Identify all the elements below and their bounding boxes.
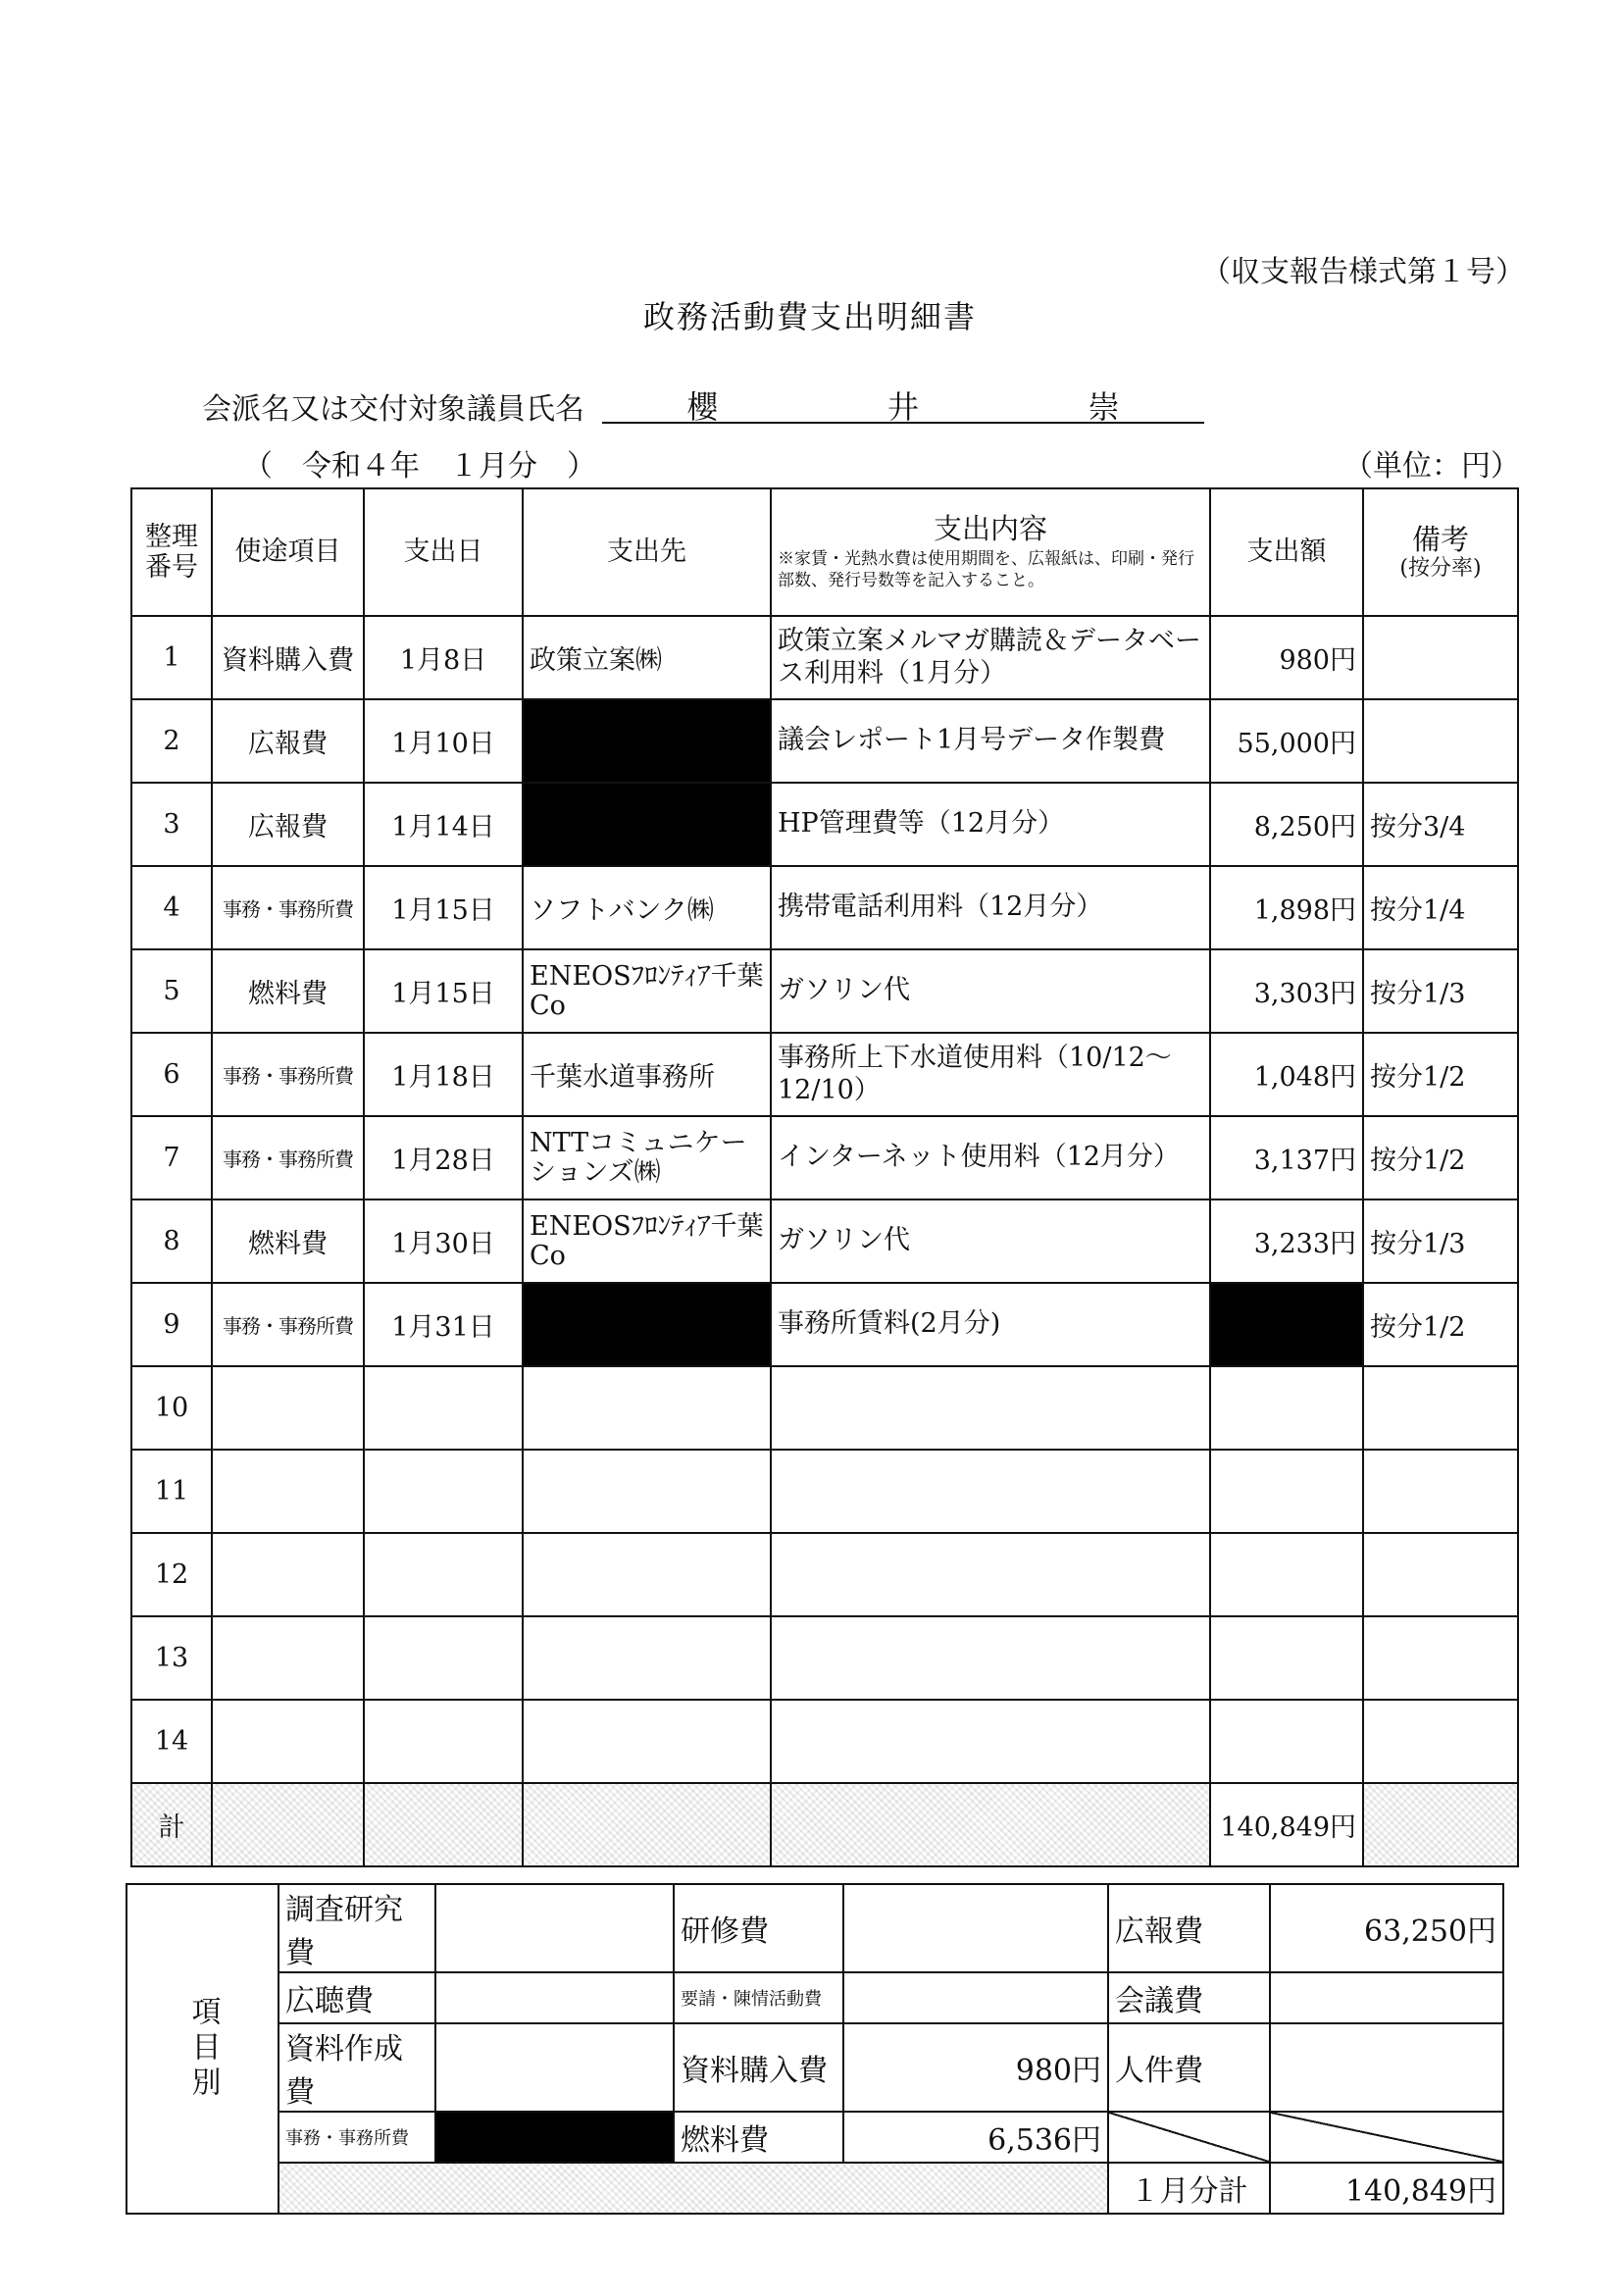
row-date: 1月15日 <box>364 866 523 949</box>
header-content-note: ※家賃・光熱水費は使用期間を、広報紙は、印刷・発行部数、発行号数等を記入すること。 <box>778 549 1194 590</box>
summary-value: 63,250円 <box>1270 1884 1503 1972</box>
month-total-value: 140,849円 <box>1270 2163 1503 2214</box>
row-remarks <box>1363 1533 1518 1616</box>
row-no: 6 <box>131 1033 212 1116</box>
summary-value <box>435 1884 674 1972</box>
table-row <box>131 1616 1518 1700</box>
row-category: 事務・事務所費 <box>212 1116 364 1199</box>
row-category <box>212 1533 364 1616</box>
summary-value <box>1270 1972 1503 2023</box>
row-amount: 1,898円 <box>1210 866 1363 949</box>
row-content: インターネット使用料（12月分） <box>771 1116 1210 1199</box>
row-amount: 3,137円 <box>1210 1116 1363 1199</box>
summary-value <box>435 2023 674 2112</box>
row-date <box>364 1366 523 1450</box>
summary-value: 6,536円 <box>843 2112 1108 2163</box>
row-amount <box>1210 1366 1363 1450</box>
row-category: 燃料費 <box>212 949 364 1033</box>
summary-value <box>843 1884 1108 1972</box>
summary-value <box>435 1972 674 2023</box>
row-category <box>212 1366 364 1450</box>
row-payee: 千葉水道事務所 <box>523 1033 771 1116</box>
row-category: 燃料費 <box>212 1199 364 1283</box>
unit-label: （単位：円） <box>1343 449 1520 484</box>
header-category: 使途項目 <box>212 488 364 616</box>
row-payee <box>523 1366 771 1450</box>
row-content: 政策立案メルマガ購読＆データベース利用料（1月分） <box>771 616 1210 699</box>
summary-table <box>126 1883 1504 2215</box>
summary-diagonal-cell <box>1108 2112 1270 2163</box>
row-remarks: 按分3/4 <box>1363 783 1518 866</box>
summary-value: 980円 <box>843 2023 1108 2112</box>
row-payee <box>523 1700 771 1783</box>
row-amount <box>1210 1616 1363 1700</box>
total-row <box>131 1783 1518 1866</box>
header-amount: 支出額 <box>1210 488 1363 616</box>
row-no: 14 <box>131 1700 212 1783</box>
row-content: 議会レポート1月号データ作製費 <box>771 699 1210 783</box>
summary-row <box>127 1972 1503 2023</box>
table-header-row <box>131 488 1518 616</box>
table-row <box>131 1033 1518 1116</box>
row-payee: ソフトバンク㈱ <box>523 866 771 949</box>
row-date <box>364 1533 523 1616</box>
row-no: 2 <box>131 699 212 783</box>
member-name-char: 井 <box>886 388 919 426</box>
member-label: 会派名又は交付対象議員氏名 <box>202 392 584 427</box>
row-content: 事務所賃料(2月分) <box>771 1283 1210 1366</box>
period: （ 令和４年 １月分 ） <box>243 449 596 484</box>
summary-row <box>127 2112 1503 2163</box>
row-remarks: 按分1/3 <box>1363 1199 1518 1283</box>
row-payee-redacted <box>523 699 771 783</box>
row-no: 13 <box>131 1616 212 1700</box>
row-category: 事務・事務所費 <box>212 1283 364 1366</box>
row-content <box>771 1366 1210 1450</box>
row-date: 1月8日 <box>364 616 523 699</box>
row-content: ガソリン代 <box>771 1199 1210 1283</box>
row-remarks: 按分1/2 <box>1363 1033 1518 1116</box>
row-remarks: 按分1/3 <box>1363 949 1518 1033</box>
row-category: 広報費 <box>212 699 364 783</box>
summary-value <box>843 1972 1108 2023</box>
table-row <box>131 616 1518 699</box>
row-amount: 980円 <box>1210 616 1363 699</box>
row-category: 資料購入費 <box>212 616 364 699</box>
row-amount: 55,000円 <box>1210 699 1363 783</box>
row-payee-redacted <box>523 783 771 866</box>
row-no: 10 <box>131 1366 212 1450</box>
row-payee-redacted <box>523 1283 771 1366</box>
total-shaded-cell <box>523 1783 771 1866</box>
summary-label: 調査研究費 <box>278 1884 435 1972</box>
summary-label: 資料作成費 <box>278 2023 435 2112</box>
row-no: 5 <box>131 949 212 1033</box>
header-payee: 支出先 <box>523 488 771 616</box>
row-no: 11 <box>131 1450 212 1533</box>
row-no: 8 <box>131 1199 212 1283</box>
form-number: （収支報告様式第１号） <box>1201 255 1525 289</box>
summary-label: 広聴費 <box>278 1972 435 2023</box>
row-content: ガソリン代 <box>771 949 1210 1033</box>
row-date: 1月28日 <box>364 1116 523 1199</box>
table-row <box>131 1366 1518 1450</box>
row-date: 1月14日 <box>364 783 523 866</box>
member-name <box>602 383 1204 424</box>
row-date: 1月31日 <box>364 1283 523 1366</box>
total-shaded-cell <box>771 1783 1210 1866</box>
row-no: 7 <box>131 1116 212 1199</box>
header-no: 整理番号 <box>131 488 212 616</box>
total-shaded-cell <box>364 1783 523 1866</box>
summary-label: 要請・陳情活動費 <box>674 1972 843 2023</box>
row-content <box>771 1700 1210 1783</box>
row-content: 事務所上下水道使用料（10/12～12/10） <box>771 1033 1210 1116</box>
header-content <box>771 488 1210 616</box>
table-row <box>131 1283 1518 1366</box>
summary-value-redacted <box>435 2112 674 2163</box>
summary-label: 燃料費 <box>674 2112 843 2163</box>
summary-label: 事務・事務所費 <box>278 2112 435 2163</box>
member-name-char: 櫻 <box>686 388 719 426</box>
header-remarks-sub: (按分率) <box>1399 556 1482 582</box>
row-payee <box>523 1616 771 1700</box>
row-date: 1月15日 <box>364 949 523 1033</box>
row-date: 1月18日 <box>364 1033 523 1116</box>
summary-row <box>127 2023 1503 2112</box>
row-category <box>212 1700 364 1783</box>
summary-label: 会議費 <box>1108 1972 1270 2023</box>
table-row <box>131 1199 1518 1283</box>
row-remarks <box>1363 1700 1518 1783</box>
summary-category-label: 項目別 <box>127 1884 278 2214</box>
total-shaded-cell <box>212 1783 364 1866</box>
row-no: 4 <box>131 866 212 949</box>
header-remarks-title: 備考 <box>1411 522 1469 556</box>
row-content <box>771 1616 1210 1700</box>
row-no: 9 <box>131 1283 212 1366</box>
row-remarks <box>1363 1616 1518 1700</box>
row-remarks <box>1363 1366 1518 1450</box>
row-payee: ENEOSﾌﾛﾝﾃｨｱ千葉Co <box>523 1199 771 1283</box>
row-payee <box>523 1533 771 1616</box>
table-row <box>131 1533 1518 1616</box>
summary-label: 資料購入費 <box>674 2023 843 2112</box>
summary-label: 広報費 <box>1108 1884 1270 1972</box>
row-amount <box>1210 1700 1363 1783</box>
row-date <box>364 1616 523 1700</box>
row-date: 1月10日 <box>364 699 523 783</box>
summary-value <box>1270 2023 1503 2112</box>
row-amount: 3,233円 <box>1210 1199 1363 1283</box>
row-category: 広報費 <box>212 783 364 866</box>
summary-diagonal-cell <box>1270 2112 1503 2163</box>
row-content <box>771 1533 1210 1616</box>
summary-row <box>127 1884 1503 1972</box>
row-date: 1月30日 <box>364 1199 523 1283</box>
header-remarks <box>1363 488 1518 616</box>
row-category <box>212 1616 364 1700</box>
row-category: 事務・事務所費 <box>212 866 364 949</box>
row-remarks <box>1363 1450 1518 1533</box>
row-no: 3 <box>131 783 212 866</box>
row-payee: NTTコミュニケーションズ㈱ <box>523 1116 771 1199</box>
row-remarks <box>1363 616 1518 699</box>
row-content: 携帯電話利用料（12月分） <box>771 866 1210 949</box>
row-category <box>212 1450 364 1533</box>
table-row <box>131 1450 1518 1533</box>
row-payee <box>523 1450 771 1533</box>
table-row <box>131 783 1518 866</box>
row-amount <box>1210 1450 1363 1533</box>
document-title: 政務活動費支出明細書 <box>642 298 977 335</box>
total-shaded-cell <box>1363 1783 1518 1866</box>
table-row <box>131 699 1518 783</box>
table-row <box>131 1700 1518 1783</box>
row-remarks: 按分1/2 <box>1363 1283 1518 1366</box>
summary-row <box>127 2163 1503 2214</box>
row-remarks <box>1363 699 1518 783</box>
row-amount: 1,048円 <box>1210 1033 1363 1116</box>
header-date: 支出日 <box>364 488 523 616</box>
table-row <box>131 1116 1518 1199</box>
row-remarks: 按分1/4 <box>1363 866 1518 949</box>
row-no: 1 <box>131 616 212 699</box>
row-payee: ENEOSﾌﾛﾝﾃｨｱ千葉Co <box>523 949 771 1033</box>
header-content-title: 支出内容 <box>933 512 1047 546</box>
table-row <box>131 949 1518 1033</box>
expense-table <box>130 487 1519 1867</box>
row-date <box>364 1450 523 1533</box>
row-payee: 政策立案㈱ <box>523 616 771 699</box>
row-remarks: 按分1/2 <box>1363 1116 1518 1199</box>
row-category: 事務・事務所費 <box>212 1033 364 1116</box>
summary-label: 人件費 <box>1108 2023 1270 2112</box>
month-total-label: １月分計 <box>1108 2163 1270 2214</box>
summary-shaded-cell <box>278 2163 1108 2214</box>
row-date <box>364 1700 523 1783</box>
row-content <box>771 1450 1210 1533</box>
table-row <box>131 866 1518 949</box>
row-amount-redacted <box>1210 1283 1363 1366</box>
row-amount: 8,250円 <box>1210 783 1363 866</box>
row-content: HP管理費等（12月分） <box>771 783 1210 866</box>
row-no: 12 <box>131 1533 212 1616</box>
summary-label: 研修費 <box>674 1884 843 1972</box>
row-amount: 3,303円 <box>1210 949 1363 1033</box>
row-amount <box>1210 1533 1363 1616</box>
total-amount: 140,849円 <box>1210 1783 1363 1866</box>
member-name-char: 崇 <box>1088 388 1120 426</box>
total-label: 計 <box>131 1783 212 1866</box>
